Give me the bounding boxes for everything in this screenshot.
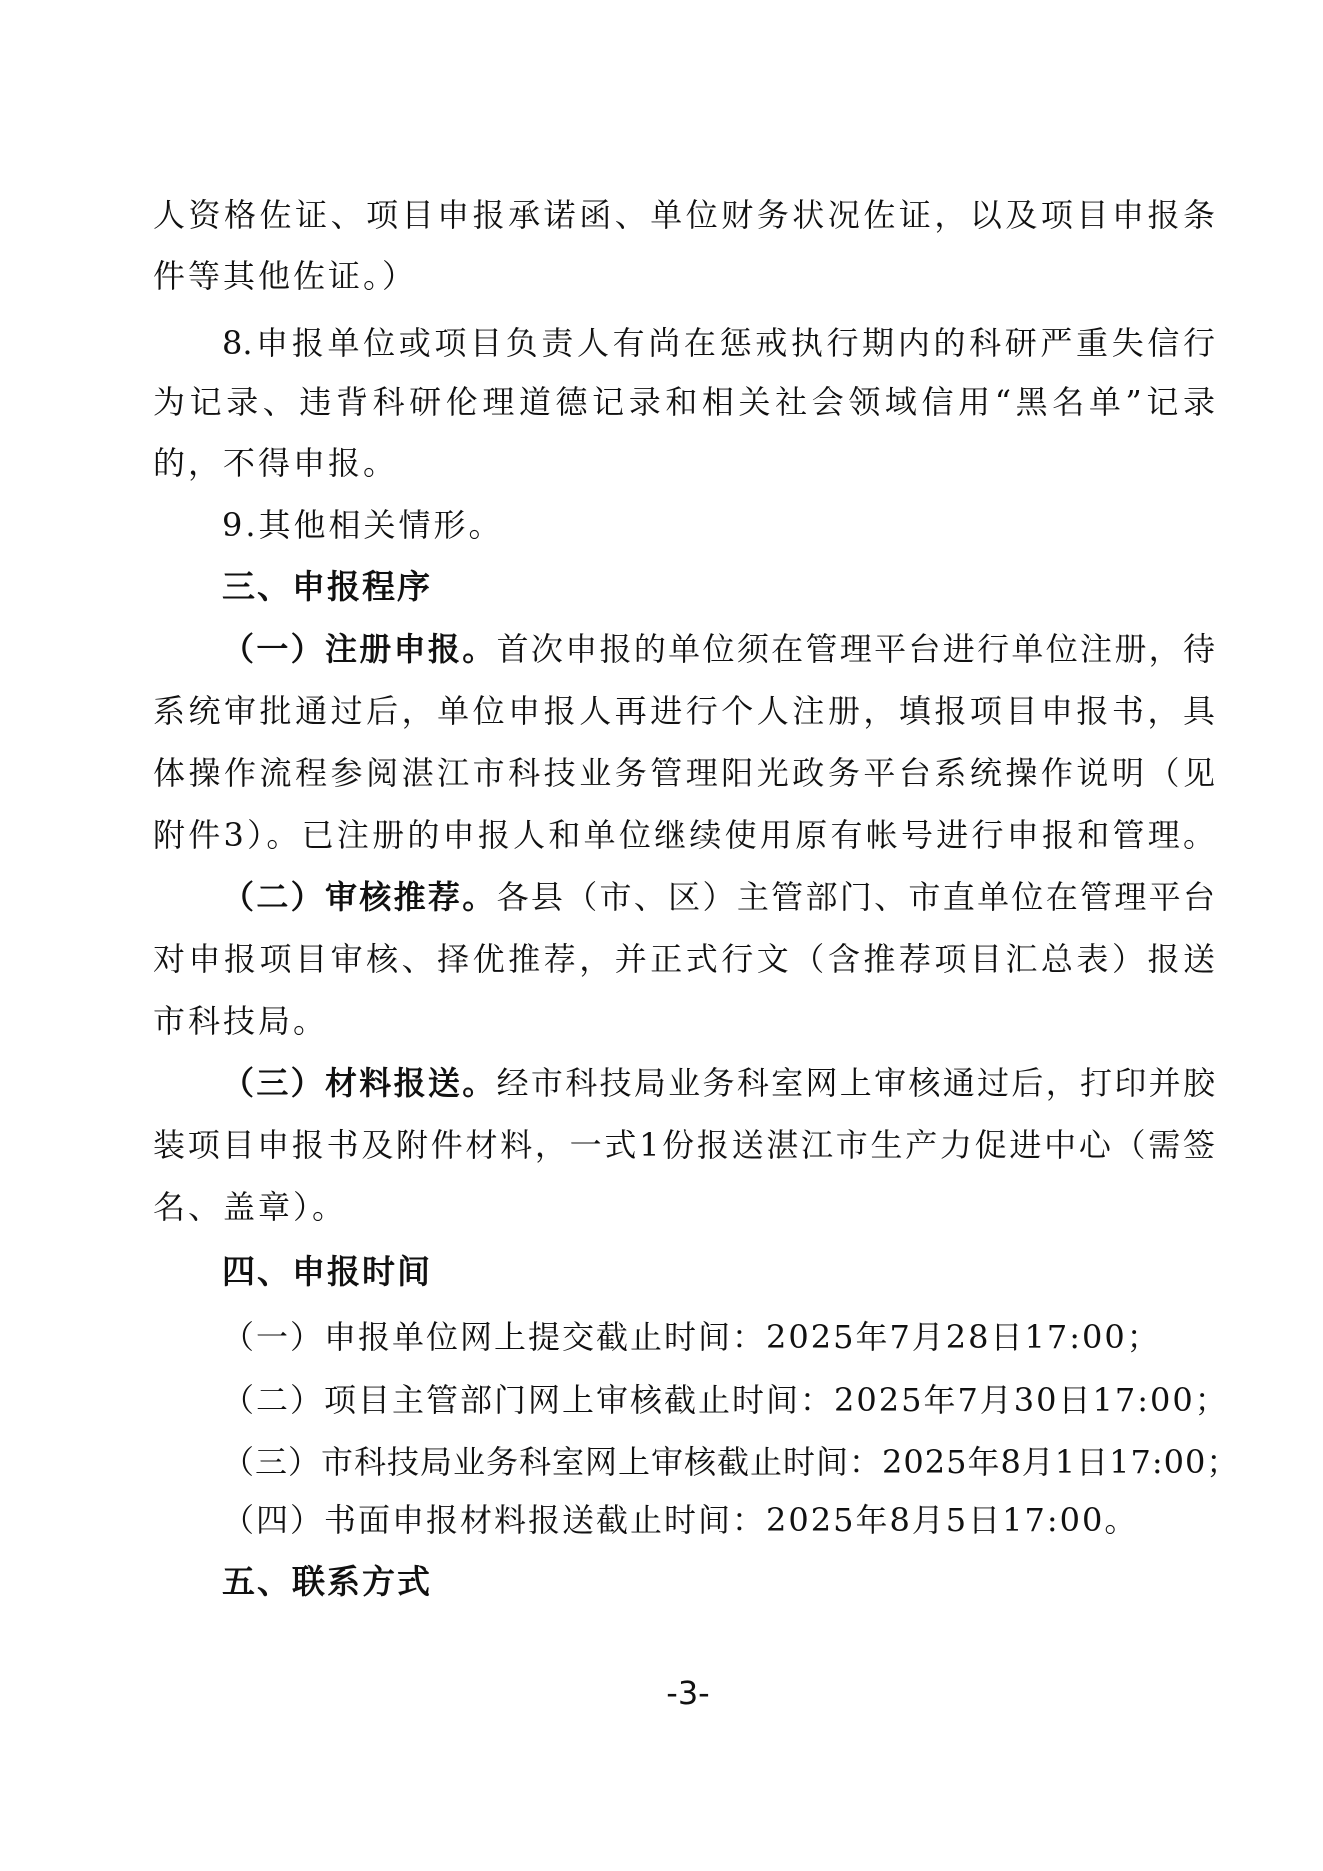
deadline-item: （四）书面申报材料报送截止时间：2025年8月5日17:00。 [222, 1501, 1139, 1539]
step-2-lead: （二）审核推荐。 [222, 878, 497, 916]
step-2-line: 市科技局。 [153, 1002, 329, 1040]
deadline-item: （一）申报单位网上提交截止时间：2025年7月28日17:00； [222, 1318, 1161, 1356]
page-number: -3- [666, 1674, 710, 1712]
deadline-item: （二）项目主管部门网上审核截止时间：2025年7月30日17:00； [222, 1381, 1229, 1419]
step-3-lead: （三）材料报送。 [222, 1064, 497, 1102]
step-1-line: 附件3）。已注册的申报人和单位继续使用原有帐号进行申报和管理。 [153, 816, 1215, 854]
item-8-line: 为记录、违背科研伦理道德记录和相关社会领域信用“黑名单”记录 [153, 383, 1215, 421]
step-1-line [222, 628, 1215, 670]
section-heading-contact: 五、联系方式 [222, 1562, 432, 1601]
paragraph-line: 件等其他佐证。） [153, 257, 418, 295]
item-8-line: 的，不得申报。 [153, 444, 399, 482]
step-2-text: 各县（市、区）主管部门、市直单位在管理平台 [496, 878, 1215, 916]
step-3-text: 经市科技局业务科室网上审核通过后，打印并胶 [496, 1064, 1215, 1102]
deadline-item: （三）市科技局业务科室网上审核截止时间：2025年8月1日17:00； [222, 1443, 1240, 1481]
step-1-line: 体操作流程参阅湛江市科技业务管理阳光政务平台系统操作说明（见 [153, 754, 1215, 792]
section-heading-procedure: 三、申报程序 [222, 567, 432, 606]
item-8-line: 8.申报单位或项目负责人有尚在惩戒执行期内的科研严重失信行 [222, 324, 1215, 362]
step-3-line: 装项目申报书及附件材料，一式1份报送湛江市生产力促进中心（需签 [153, 1126, 1215, 1164]
step-1-text: 首次申报的单位须在管理平台进行单位注册，待 [496, 630, 1215, 668]
step-2-line [222, 876, 1215, 918]
step-3-line: 名、盖章）。 [153, 1188, 348, 1226]
step-3-line [222, 1062, 1215, 1104]
section-heading-schedule: 四、申报时间 [222, 1252, 432, 1291]
step-1-line: 系统审批通过后，单位申报人再进行个人注册，填报项目申报书，具 [153, 692, 1215, 730]
step-1-lead: （一）注册申报。 [222, 630, 497, 668]
step-2-line: 对申报项目审核、择优推荐，并正式行文（含推荐项目汇总表）报送 [153, 940, 1215, 978]
paragraph-line: 人资格佐证、项目申报承诺函、单位财务状况佐证，以及项目申报条 [153, 196, 1215, 234]
item-9-line: 9.其他相关情形。 [222, 506, 504, 544]
